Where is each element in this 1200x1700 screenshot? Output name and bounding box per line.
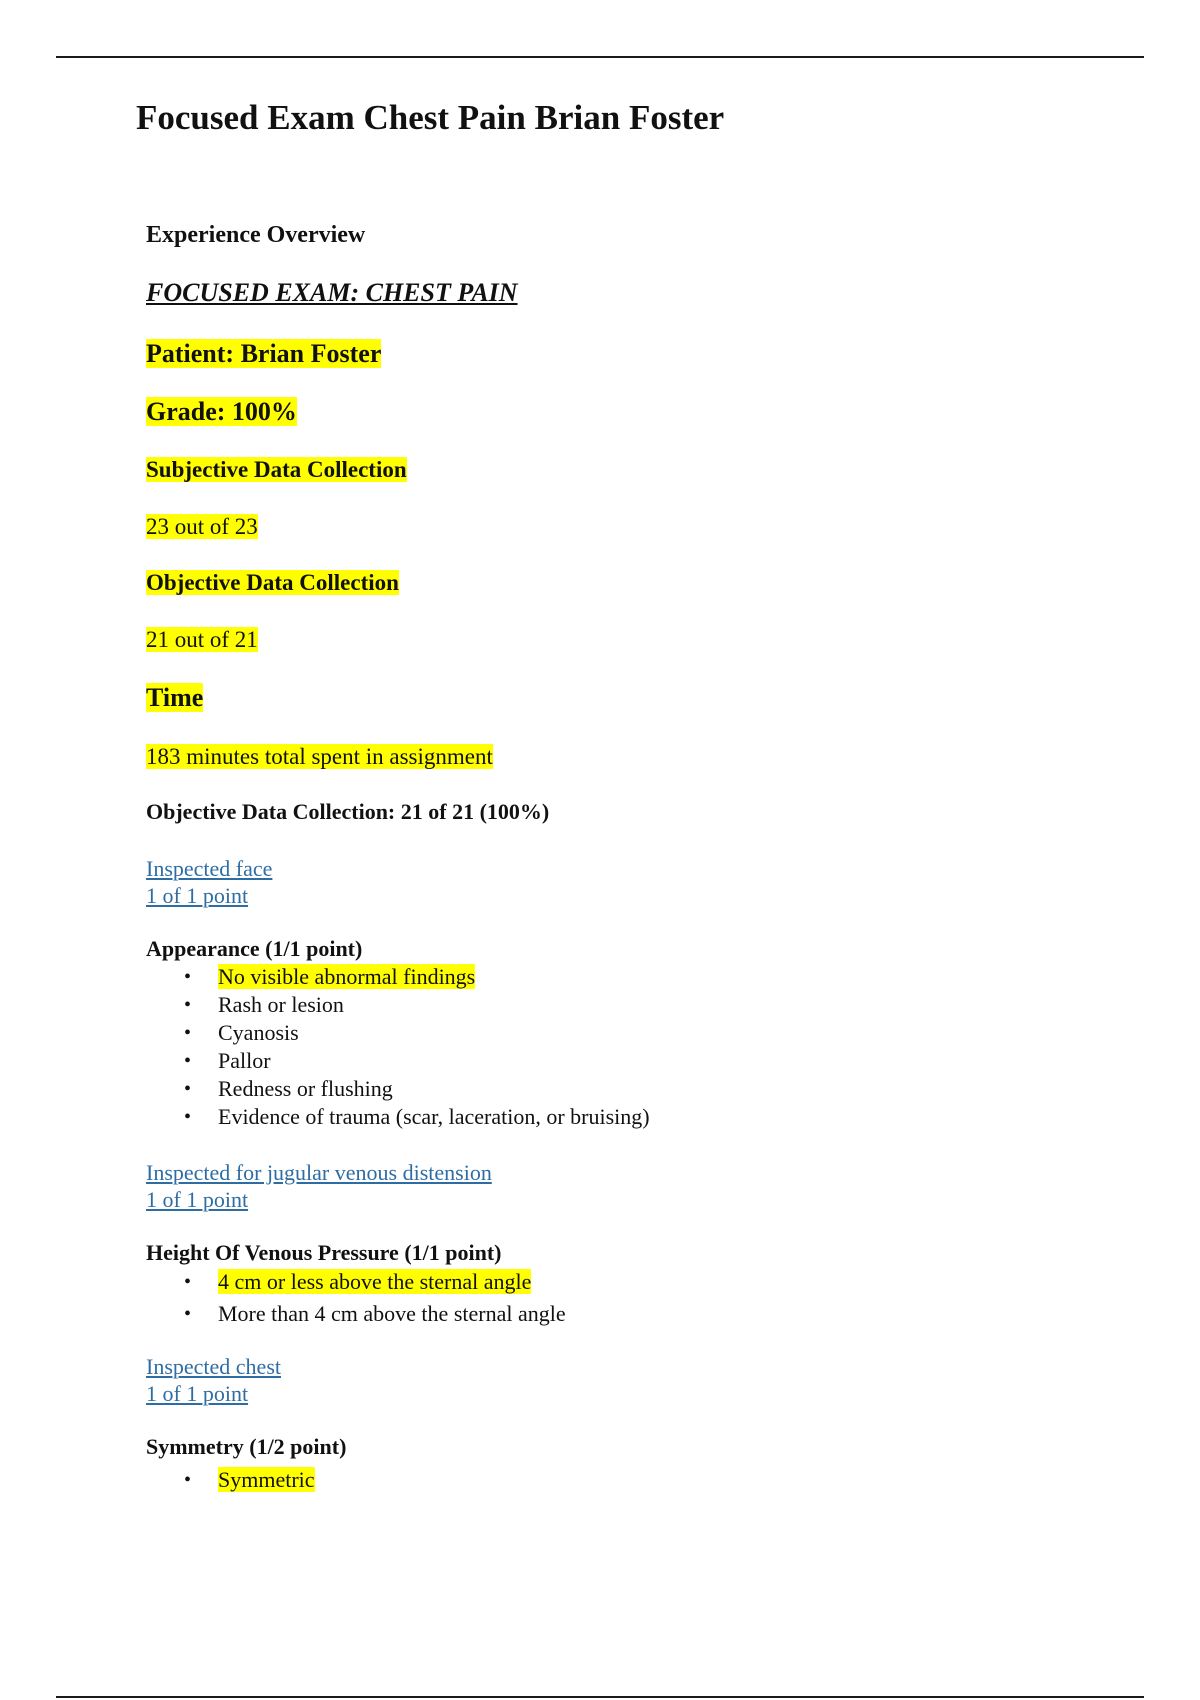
list-item xyxy=(146,1300,566,1328)
appearance-options xyxy=(146,963,650,1131)
option-text: Symmetric xyxy=(218,1467,315,1492)
inspected-jvd-links xyxy=(146,1159,492,1213)
time-heading xyxy=(146,683,203,713)
top-rule xyxy=(56,56,1144,58)
inspected-chest-link[interactable]: Inspected chest xyxy=(146,1354,281,1379)
inspected-chest-links xyxy=(146,1353,281,1407)
patient-label xyxy=(146,339,381,369)
grade-label xyxy=(146,397,297,427)
option-text: Rash or lesion xyxy=(218,992,344,1017)
list-item xyxy=(146,991,650,1019)
time-value-text: 183 minutes total spent in assignment xyxy=(146,744,493,769)
inspected-face-link[interactable]: Inspected face xyxy=(146,856,273,881)
overview-heading: Experience Overview xyxy=(146,222,366,248)
objective-heading xyxy=(146,570,399,596)
subjective-heading-text: Subjective Data Collection xyxy=(146,457,407,482)
subjective-heading xyxy=(146,457,407,483)
inspected-jvd-link[interactable]: Inspected for jugular venous distension xyxy=(146,1160,492,1185)
option-text: No visible abnormal findings xyxy=(218,964,476,989)
focused-exam-heading: FOCUSED EXAM: CHEST PAIN xyxy=(146,278,518,307)
subjective-score xyxy=(146,514,258,540)
list-item xyxy=(146,1019,650,1047)
inspected-jvd-points-link[interactable]: 1 of 1 point xyxy=(146,1187,249,1212)
symmetry-options xyxy=(146,1466,315,1494)
objective-heading-text: Objective Data Collection xyxy=(146,570,399,595)
symmetry-heading: Symmetry (1/2 point) xyxy=(146,1434,347,1459)
option-text: More than 4 cm above the sternal angle xyxy=(218,1301,566,1326)
subjective-score-text: 23 out of 23 xyxy=(146,514,258,539)
bottom-rule xyxy=(56,1696,1144,1698)
option-text: Redness or flushing xyxy=(218,1076,393,1101)
objective-score xyxy=(146,627,258,653)
grade-text: Grade: 100% xyxy=(146,397,297,426)
time-value xyxy=(146,744,493,770)
list-item xyxy=(146,1103,650,1131)
venous-pressure-options xyxy=(146,1268,566,1328)
option-text: Evidence of trauma (scar, laceration, or bruising) xyxy=(218,1104,650,1129)
list-item xyxy=(146,963,650,991)
inspected-chest-points-link[interactable]: 1 of 1 point xyxy=(146,1381,249,1406)
list-item xyxy=(146,1466,315,1494)
patient-text: Patient: Brian Foster xyxy=(146,339,382,368)
inspected-face-links xyxy=(146,855,272,909)
venous-pressure-heading: Height Of Venous Pressure (1/1 point) xyxy=(146,1240,502,1265)
list-item xyxy=(146,1047,650,1075)
objective-summary: Objective Data Collection: 21 of 21 (100%) xyxy=(146,799,550,824)
option-text: 4 cm or less above the sternal angle xyxy=(218,1269,532,1294)
appearance-heading: Appearance (1/1 point) xyxy=(146,936,363,961)
list-item xyxy=(146,1075,650,1103)
inspected-face-points-link[interactable]: 1 of 1 point xyxy=(146,883,249,908)
document-title: Focused Exam Chest Pain Brian Foster xyxy=(136,98,725,137)
option-text: Cyanosis xyxy=(218,1020,299,1045)
option-text: Pallor xyxy=(218,1048,271,1073)
list-item xyxy=(146,1268,566,1296)
objective-score-text: 21 out of 21 xyxy=(146,627,258,652)
time-heading-text: Time xyxy=(146,683,204,712)
